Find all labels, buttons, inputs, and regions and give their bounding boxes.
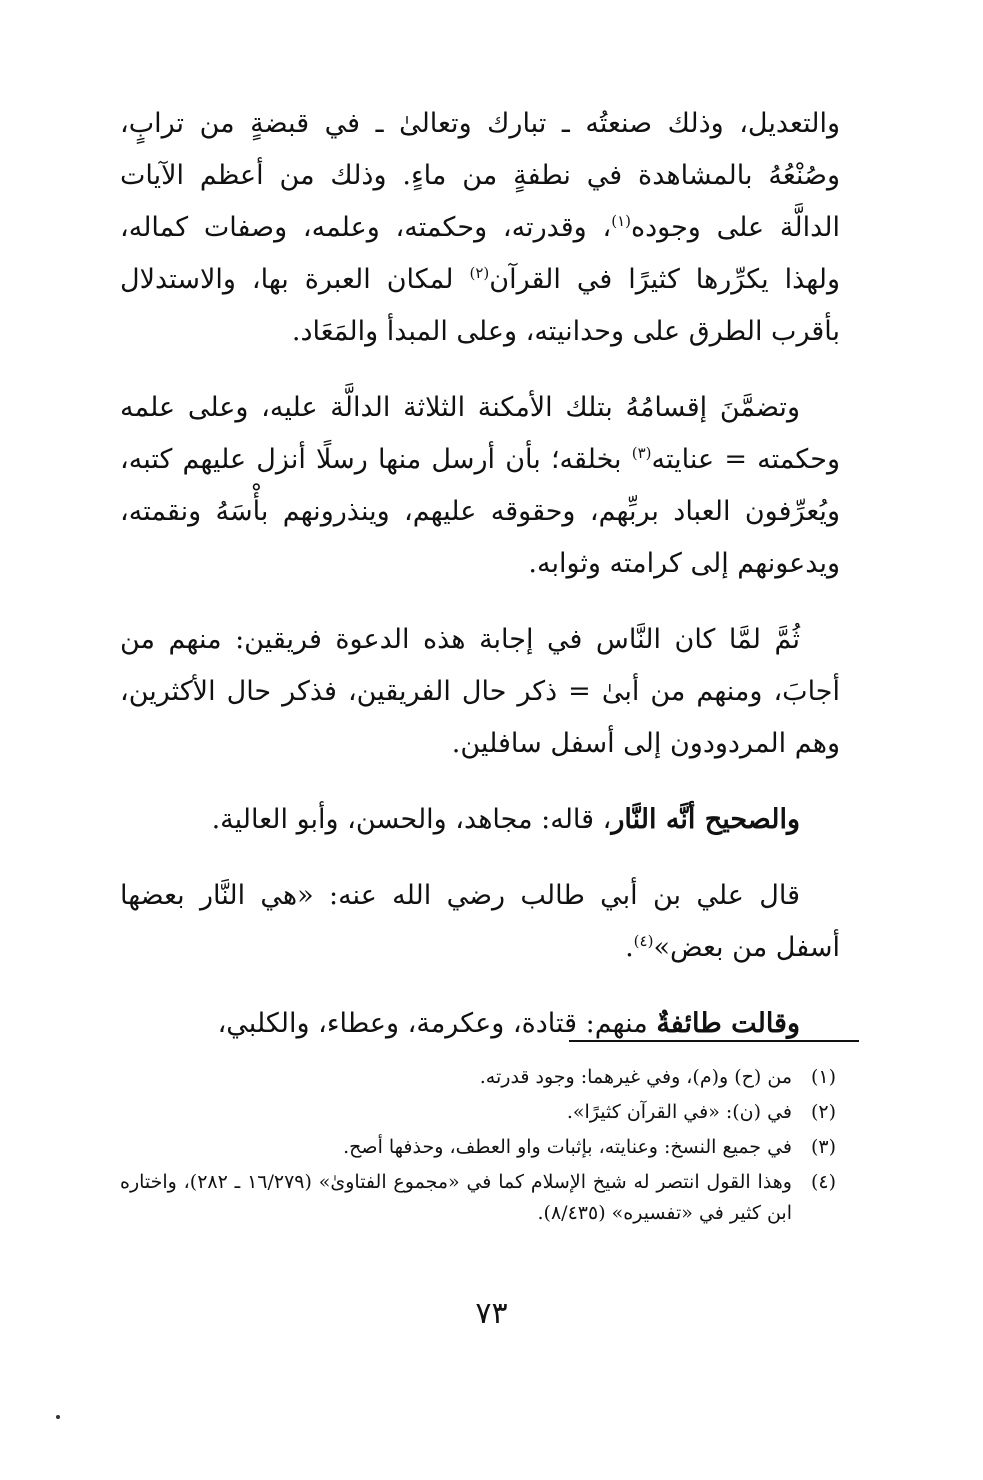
footnote-number: (٣) [810,1136,836,1158]
footnote-2 [120,1097,836,1128]
page-number: ٧٣ [475,1296,508,1331]
paragraph-2-text-b: بخلقه؛ بأن أرسل منها رسلًا أنزل عليهم كتبه، ويُعرِّفون العباد بربِّهم، وحقوقه عليهم، وينذرونهم بأْسَهُ ونقمته، ويدعونهم إلى كرامته وثوابه. [120,444,840,579]
paragraph-6 [120,998,840,1050]
paragraph-5-text-a: قال علي بن أبي طالب رضي الله عنه: «هي النَّار بعضها أسفل من بعض» [120,880,840,963]
footnote-ref-2[interactable]: (٢) [469,264,490,282]
footnotes [120,1062,836,1233]
paragraph-6-bold: وقالت طائفةٌ [656,1008,800,1039]
footnote-ref-4[interactable]: (٤) [633,932,654,950]
footnote-text: في (ن): «في القرآن كثيرًا». [566,1101,792,1123]
footnote-ref-3[interactable]: (٣) [631,444,652,462]
paragraph-5 [120,870,840,974]
paragraph-1-text-a: والتعديل، وذلك صنعتُه ـ تبارك وتعالىٰ ـ في قبضةٍ من ترابٍ، وصُنْعُهُ بالمشاهدة في نطفةٍ من ماءٍ. وذلك من أعظم الآيات الدالَّة على وجوده [120,108,840,243]
footnote-4 [120,1167,836,1229]
paragraph-4-bold: والصحيح أنَّه النَّار [611,804,800,835]
footnote-text: من (ح) و(م)، وفي غيرهما: وجود قدرته. [479,1066,792,1088]
paragraph-1-text-b: ، وقدرته، وحكمته، وعلمه، وصفات كماله، ولهذا يكرِّرها كثيرًا في القرآن [120,212,840,295]
paragraph-4-text: ، قاله: مجاهد، والحسن، وأبو العالية. [211,804,612,835]
paragraph-1 [120,98,840,358]
footnote-separator [569,1040,859,1042]
paragraph-5-text-b: . [625,932,634,963]
footnote-text: وهذا القول انتصر له شيخ الإسلام كما في «مجموع الفتاوىٰ» (١٦/٢٧٩ ـ ٢٨٢)، واختاره ابن كثير في «تفسيره» (٨/٤٣٥). [120,1171,792,1224]
footnote-number: (٤) [810,1171,836,1193]
footnote-number: (١) [810,1066,836,1088]
footnote-ref-1[interactable]: (١) [611,212,631,230]
main-text [120,98,840,1074]
scan-speck [56,1415,60,1419]
paragraph-3: ثُمَّ لمَّا كان النَّاس في إجابة هذه الدعوة فريقين: منهم من أجابَ، ومنهم من أبىٰ = ذكر حال الفريقين، فذكر حال الأكثرين، وهم المردودون إلى أسفل سافلين. [120,624,840,759]
paragraph-2-text-a: وتضمَّنَ إقسامُهُ بتلك الأمكنة الثلاثة الدالَّة عليه، وعلى علمه وحكمته = عنايته [120,392,840,475]
paragraph-1-text-c: لمكان العبرة بها، والاستدلال بأقرب الطرق على وحدانيته، وعلى المبدأ والمَعَاد. [120,264,840,347]
footnote-3 [120,1132,836,1163]
footnote-1 [120,1062,836,1093]
paragraph-2 [120,382,840,590]
paragraph-6-text: منهم: قتادة، وعكرمة، وعطاء، والكلبي، [217,1008,657,1039]
footnote-text: في جميع النسخ: وعنايته، بإثبات واو العطف، وحذفها أصح. [343,1136,792,1158]
paragraph-4 [120,794,840,846]
footnote-number: (٢) [810,1101,836,1123]
